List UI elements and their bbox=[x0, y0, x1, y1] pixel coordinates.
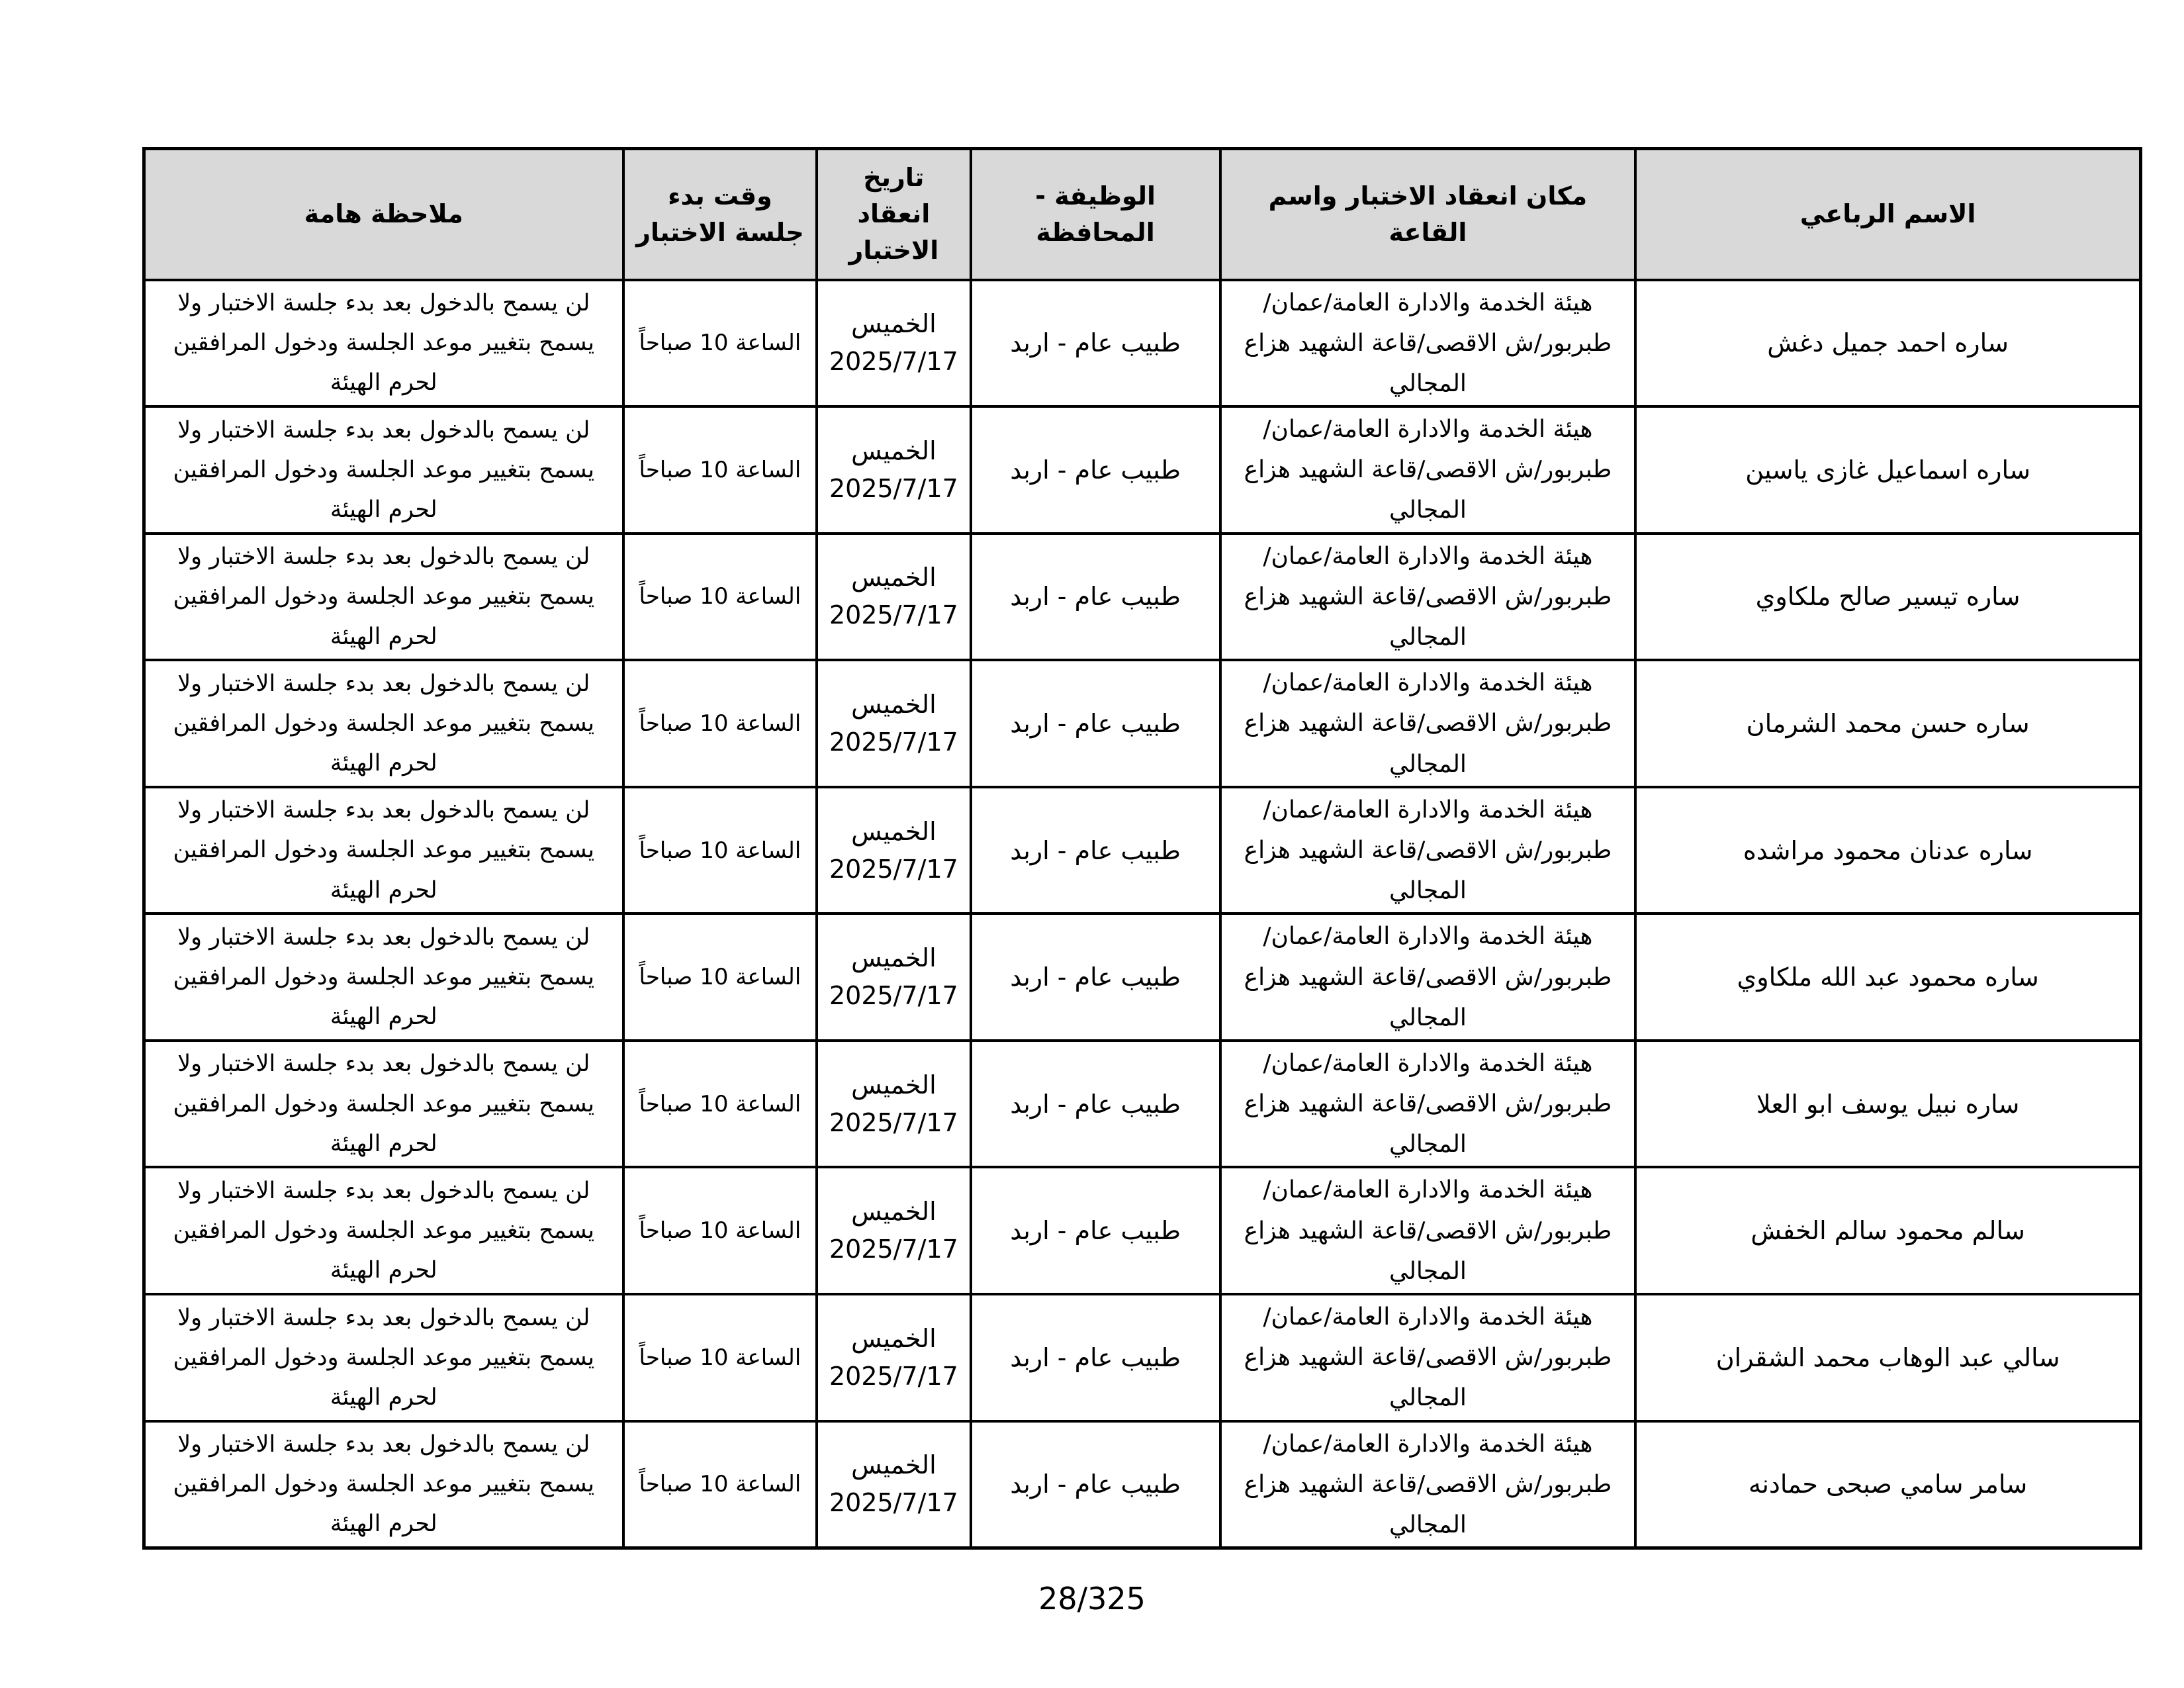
exam-location-cell: هيئة الخدمة والادارة العامة/عمان/طبربور/ش الاقصى/قاعة الشهيد هزاع المجالي bbox=[1220, 1041, 1636, 1168]
exam-location-cell: هيئة الخدمة والادارة العامة/عمان/طبربور/ش الاقصى/قاعة الشهيد هزاع المجالي bbox=[1220, 660, 1636, 787]
table-row bbox=[144, 914, 2141, 1041]
exam-date-text: 2025/7/17 bbox=[829, 1235, 958, 1264]
header-exam-date: تاريخ انعقاد الاختبار bbox=[817, 149, 970, 280]
important-note-cell: لن يسمح بالدخول بعد بدء جلسة الاختبار ولا يسمح بتغيير موعد الجلسة ودخول المرافقين لحرم الهيئة bbox=[144, 1167, 623, 1294]
header-session-start-time: وقت بدء جلسة الاختبار bbox=[623, 149, 817, 280]
exam-location-cell: هيئة الخدمة والادارة العامة/عمان/طبربور/ش الاقصى/قاعة الشهيد هزاع المجالي bbox=[1220, 1421, 1636, 1548]
job-governorate-cell: طبيب عام - اربد bbox=[971, 1294, 1220, 1421]
exam-location-cell: هيئة الخدمة والادارة العامة/عمان/طبربور/ش الاقصى/قاعة الشهيد هزاع المجالي bbox=[1220, 534, 1636, 661]
exam-location-cell: هيئة الخدمة والادارة العامة/عمان/طبربور/ش الاقصى/قاعة الشهيد هزاع المجالي bbox=[1220, 280, 1636, 407]
exam-date-cell bbox=[817, 1041, 970, 1168]
important-note-cell: لن يسمح بالدخول بعد بدء جلسة الاختبار ولا يسمح بتغيير موعد الجلسة ودخول المرافقين لحرم الهيئة bbox=[144, 1294, 623, 1421]
exam-date-text: 2025/7/17 bbox=[829, 1107, 958, 1137]
exam-day-text: الخميس bbox=[851, 436, 936, 465]
candidate-name-cell: ساره تيسير صالح ملكاوي bbox=[1635, 534, 2140, 661]
exam-date-text: 2025/7/17 bbox=[829, 1488, 958, 1518]
table-row bbox=[144, 534, 2141, 661]
exam-date-cell bbox=[817, 406, 970, 534]
job-governorate-cell: طبيب عام - اربد bbox=[971, 280, 1220, 407]
exam-date-text: 2025/7/17 bbox=[829, 1361, 958, 1391]
exam-day-text: الخميس bbox=[851, 309, 936, 339]
exam-date-cell bbox=[817, 1167, 970, 1294]
header-row bbox=[144, 149, 2141, 280]
important-note-cell: لن يسمح بالدخول بعد بدء جلسة الاختبار ولا يسمح بتغيير موعد الجلسة ودخول المرافقين لحرم الهيئة bbox=[144, 1421, 623, 1548]
job-governorate-cell: طبيب عام - اربد bbox=[971, 787, 1220, 914]
candidate-name-cell: ساره محمود عبد الله ملكاوي bbox=[1635, 914, 2140, 1041]
exam-location-cell: هيئة الخدمة والادارة العامة/عمان/طبربور/ش الاقصى/قاعة الشهيد هزاع المجالي bbox=[1220, 1294, 1636, 1421]
table-row bbox=[144, 787, 2141, 914]
exam-date-text: 2025/7/17 bbox=[829, 981, 958, 1011]
session-start-time-cell: الساعة 10 صباحاً bbox=[623, 914, 817, 1041]
session-start-time-cell: الساعة 10 صباحاً bbox=[623, 1421, 817, 1548]
important-note-cell: لن يسمح بالدخول بعد بدء جلسة الاختبار ولا يسمح بتغيير موعد الجلسة ودخول المرافقين لحرم الهيئة bbox=[144, 406, 623, 534]
exam-day-text: الخميس bbox=[851, 563, 936, 592]
exam-date-cell bbox=[817, 280, 970, 407]
exam-date-cell bbox=[817, 1294, 970, 1421]
job-governorate-cell: طبيب عام - اربد bbox=[971, 534, 1220, 661]
job-governorate-cell: طبيب عام - اربد bbox=[971, 1041, 1220, 1168]
important-note-cell: لن يسمح بالدخول بعد بدء جلسة الاختبار ولا يسمح بتغيير موعد الجلسة ودخول المرافقين لحرم الهيئة bbox=[144, 280, 623, 407]
exam-location-cell: هيئة الخدمة والادارة العامة/عمان/طبربور/ش الاقصى/قاعة الشهيد هزاع المجالي bbox=[1220, 1167, 1636, 1294]
exam-day-text: الخميس bbox=[851, 689, 936, 719]
table-row bbox=[144, 660, 2141, 787]
exam-date-cell bbox=[817, 1421, 970, 1548]
session-start-time-cell: الساعة 10 صباحاً bbox=[623, 280, 817, 407]
session-start-time-cell: الساعة 10 صباحاً bbox=[623, 1041, 817, 1168]
important-note-cell: لن يسمح بالدخول بعد بدء جلسة الاختبار ولا يسمح بتغيير موعد الجلسة ودخول المرافقين لحرم الهيئة bbox=[144, 914, 623, 1041]
header-exam-location: مكان انعقاد الاختبار واسم القاعة bbox=[1220, 149, 1636, 280]
table-row bbox=[144, 1421, 2141, 1548]
candidate-name-cell: ساره نبيل يوسف ابو العلا bbox=[1635, 1041, 2140, 1168]
job-governorate-cell: طبيب عام - اربد bbox=[971, 660, 1220, 787]
job-governorate-cell: طبيب عام - اربد bbox=[971, 914, 1220, 1041]
session-start-time-cell: الساعة 10 صباحاً bbox=[623, 1167, 817, 1294]
exam-date-text: 2025/7/17 bbox=[829, 347, 958, 377]
job-governorate-cell: طبيب عام - اربد bbox=[971, 406, 1220, 534]
exam-day-text: الخميس bbox=[851, 1323, 936, 1353]
candidate-name-cell: ساره حسن محمد الشرمان bbox=[1635, 660, 2140, 787]
important-note-cell: لن يسمح بالدخول بعد بدء جلسة الاختبار ولا يسمح بتغيير موعد الجلسة ودخول المرافقين لحرم الهيئة bbox=[144, 534, 623, 661]
candidate-name-cell: ساره عدنان محمود مراشده bbox=[1635, 787, 2140, 914]
exam-date-cell bbox=[817, 787, 970, 914]
exam-schedule-table bbox=[142, 147, 2142, 1550]
exam-day-text: الخميس bbox=[851, 816, 936, 846]
header-important-note: ملاحظة هامة bbox=[144, 149, 623, 280]
job-governorate-cell: طبيب عام - اربد bbox=[971, 1421, 1220, 1548]
exam-day-text: الخميس bbox=[851, 1070, 936, 1100]
important-note-cell: لن يسمح بالدخول بعد بدء جلسة الاختبار ولا يسمح بتغيير موعد الجلسة ودخول المرافقين لحرم الهيئة bbox=[144, 787, 623, 914]
exam-day-text: الخميس bbox=[851, 1450, 936, 1480]
exam-location-cell: هيئة الخدمة والادارة العامة/عمان/طبربور/ش الاقصى/قاعة الشهيد هزاع المجالي bbox=[1220, 787, 1636, 914]
candidate-name-cell: ساره احمد جميل دغش bbox=[1635, 280, 2140, 407]
candidate-name-cell: سامر سامي صبحى حمادنه bbox=[1635, 1421, 2140, 1548]
candidate-name-cell: سالم محمود سالم الخفش bbox=[1635, 1167, 2140, 1294]
session-start-time-cell: الساعة 10 صباحاً bbox=[623, 406, 817, 534]
table-row bbox=[144, 1041, 2141, 1168]
exam-location-cell: هيئة الخدمة والادارة العامة/عمان/طبربور/ش الاقصى/قاعة الشهيد هزاع المجالي bbox=[1220, 406, 1636, 534]
table-row bbox=[144, 1167, 2141, 1294]
exam-date-text: 2025/7/17 bbox=[829, 727, 958, 757]
exam-date-cell bbox=[817, 534, 970, 661]
important-note-cell: لن يسمح بالدخول بعد بدء جلسة الاختبار ولا يسمح بتغيير موعد الجلسة ودخول المرافقين لحرم الهيئة bbox=[144, 1041, 623, 1168]
table-body bbox=[144, 280, 2141, 1548]
exam-date-text: 2025/7/17 bbox=[829, 854, 958, 884]
candidate-name-cell: ساره اسماعيل غازى ياسين bbox=[1635, 406, 2140, 534]
page-number: 28/325 bbox=[1038, 1581, 1146, 1617]
exam-date-text: 2025/7/17 bbox=[829, 600, 958, 630]
exam-date-cell bbox=[817, 914, 970, 1041]
session-start-time-cell: الساعة 10 صباحاً bbox=[623, 787, 817, 914]
table-row bbox=[144, 280, 2141, 407]
exam-date-text: 2025/7/17 bbox=[829, 473, 958, 503]
candidate-name-cell: سالي عبد الوهاب محمد الشقران bbox=[1635, 1294, 2140, 1421]
session-start-time-cell: الساعة 10 صباحاً bbox=[623, 1294, 817, 1421]
exam-day-text: الخميس bbox=[851, 1197, 936, 1227]
exam-day-text: الخميس bbox=[851, 943, 936, 973]
session-start-time-cell: الساعة 10 صباحاً bbox=[623, 660, 817, 787]
header-full-name: الاسم الرباعي bbox=[1635, 149, 2140, 280]
exam-date-cell bbox=[817, 660, 970, 787]
table-row bbox=[144, 406, 2141, 534]
table-row bbox=[144, 1294, 2141, 1421]
job-governorate-cell: طبيب عام - اربد bbox=[971, 1167, 1220, 1294]
exam-location-cell: هيئة الخدمة والادارة العامة/عمان/طبربور/ش الاقصى/قاعة الشهيد هزاع المجالي bbox=[1220, 914, 1636, 1041]
session-start-time-cell: الساعة 10 صباحاً bbox=[623, 534, 817, 661]
important-note-cell: لن يسمح بالدخول بعد بدء جلسة الاختبار ولا يسمح بتغيير موعد الجلسة ودخول المرافقين لحرم الهيئة bbox=[144, 660, 623, 787]
header-job-governorate: الوظيفة - المحافظة bbox=[971, 149, 1220, 280]
